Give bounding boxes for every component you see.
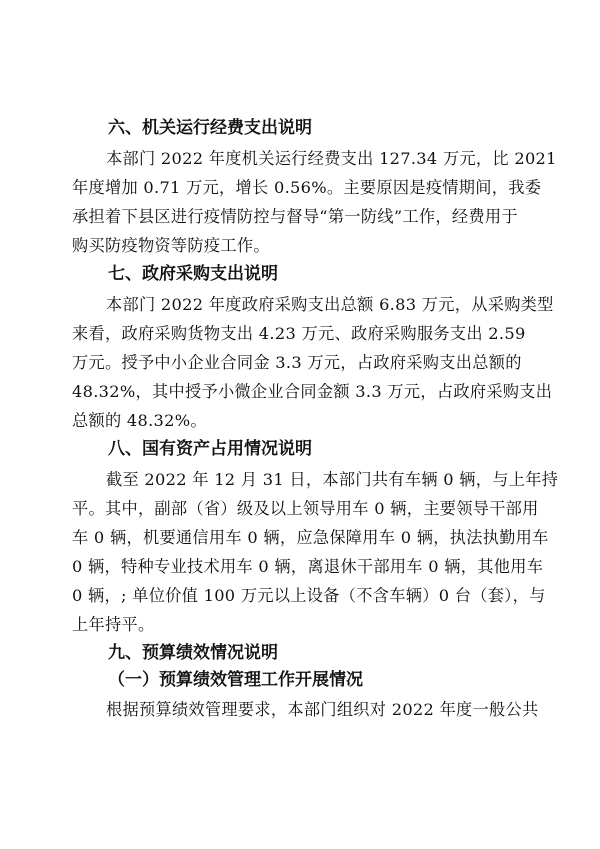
paragraph-line: 年度增加 0.71 万元，增长 0.56%。主要原因是疫情期间，我委 (72, 178, 542, 197)
paragraph-line: 本部门 2022 年度政府采购支出总额 6.83 万元，从采购类型 (106, 295, 554, 314)
paragraph-line: 根据预算绩效管理要求，本部门组织对 2022 年度一般公共 (106, 700, 539, 719)
paragraph-line: 承担着下县区进行疫情防控与督导“第一防线”工作，经费用于 (72, 207, 518, 226)
paragraph-line: 来看，政府采购货物支出 4.23 万元、政府采购服务支出 2.59 (72, 324, 526, 343)
section-heading-8: 八、国有资产占用情况说明 (108, 439, 312, 459)
paragraph-line: 总额的 48.32%。 (72, 411, 207, 430)
paragraph-line: 0 辆，特种专业技术用车 0 辆，离退休干部用车 0 辆，其他用车 (72, 557, 544, 576)
section-heading-6: 六、机关运行经费支出说明 (108, 118, 312, 138)
subsection-heading: （一）预算绩效管理工作开展情况 (108, 670, 363, 690)
paragraph-line: 平。其中，副部（省）级及以上领导用车 0 辆，主要领导干部用 (72, 499, 539, 518)
section-heading-9: 九、预算绩效情况说明 (108, 643, 278, 663)
paragraph-line: 上年持平。 (72, 615, 155, 634)
section-heading-7: 七、政府采购支出说明 (108, 264, 278, 284)
paragraph-line: 车 0 辆，机要通信用车 0 辆，应急保障用车 0 辆，执法执勤用车 (72, 528, 549, 547)
paragraph-line: 本部门 2022 年度机关运行经费支出 127.34 万元，比 2021 (106, 149, 557, 168)
paragraph-line: 48.32%，其中授予小微企业合同金额 3.3 万元，占政府采购支出 (72, 382, 553, 401)
paragraph-line: 截至 2022 年 12 月 31 日，本部门共有车辆 0 辆，与上年持 (106, 470, 559, 489)
paragraph-line: 0 辆，; 单位价值 100 万元以上设备（不含车辆）0 台（套），与 (72, 586, 546, 605)
paragraph-line: 购买防疫物资等防疫工作。 (72, 236, 270, 255)
paragraph-line: 万元。授予中小企业合同金 3.3 万元，占政府采购支出总额的 (72, 353, 522, 372)
